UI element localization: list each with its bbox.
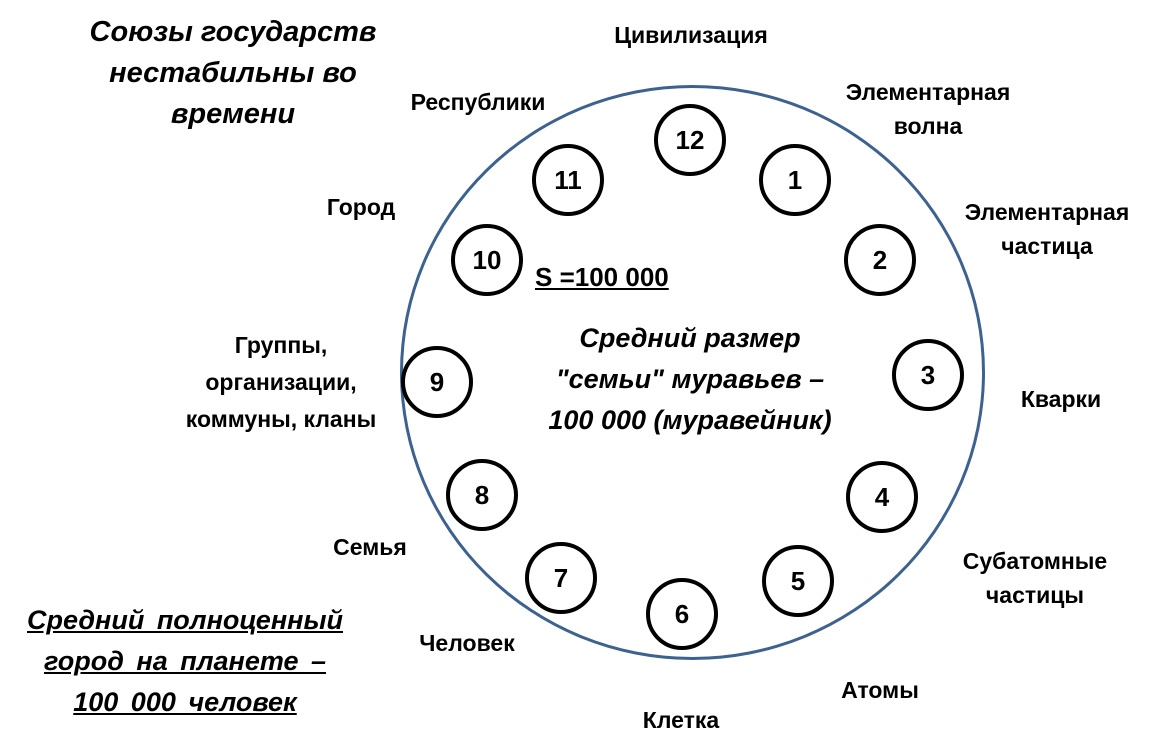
node-label-line: Клетка xyxy=(642,707,720,733)
note-line: нестабильны во xyxy=(109,57,357,89)
node-circle-12 xyxy=(654,104,726,176)
node-label-line: частицы xyxy=(985,582,1085,608)
note-line: Союзы государств xyxy=(89,16,377,48)
node-number: 11 xyxy=(554,164,582,195)
node-circle-9 xyxy=(401,346,473,418)
node-label-2 xyxy=(965,195,1130,263)
node-label-6 xyxy=(643,703,719,737)
note-line: времени xyxy=(170,98,296,130)
node-label-line: коммуны, кланы xyxy=(185,406,377,432)
node-label-line: Группы, xyxy=(234,332,328,358)
node-circle-3 xyxy=(892,339,964,411)
node-number: 10 xyxy=(472,244,502,275)
node-number: 2 xyxy=(872,244,888,275)
node-label-line: Город xyxy=(326,194,396,220)
node-circle-1 xyxy=(759,144,831,216)
node-label-line: Элементарная xyxy=(845,79,1011,105)
node-label-line: Элементарная xyxy=(964,199,1130,225)
node-circle-7 xyxy=(525,542,597,614)
node-label-5 xyxy=(841,673,919,707)
node-circle-2 xyxy=(844,224,916,296)
node-number: 8 xyxy=(474,479,490,510)
node-label-line: Атомы xyxy=(841,677,919,703)
node-label-9 xyxy=(186,327,377,438)
node-circle-6 xyxy=(646,578,718,650)
node-label-line: Человек xyxy=(419,630,515,656)
node-label-11 xyxy=(411,85,546,119)
node-label-line: организации, xyxy=(205,369,357,395)
node-label-4 xyxy=(963,544,1107,612)
node-circle-11 xyxy=(532,144,604,216)
node-number: 1 xyxy=(787,164,803,195)
node-label-line: Семья xyxy=(333,534,407,560)
node-circle-5 xyxy=(762,545,834,617)
node-label-7 xyxy=(419,626,514,660)
node-number: 12 xyxy=(675,124,705,155)
node-label-10 xyxy=(327,190,395,224)
note-line: город на планете – xyxy=(43,646,327,676)
node-number: 9 xyxy=(429,366,445,397)
node-circle-4 xyxy=(846,461,918,533)
node-label-line: Кварки xyxy=(1020,386,1102,412)
node-label-8 xyxy=(333,530,407,564)
node-label-line: Субатомные xyxy=(962,548,1108,574)
node-circle-10 xyxy=(451,224,523,296)
node-label-line: волна xyxy=(893,113,963,139)
node-label-line: Цивилизация xyxy=(614,22,768,48)
top-left-note xyxy=(90,12,377,135)
center-caption-line: "семьи" муравьев – xyxy=(555,364,825,394)
node-label-line: частица xyxy=(1001,233,1093,259)
node-circle-8 xyxy=(446,459,518,531)
center-caption-line: Средний размер xyxy=(579,323,801,353)
node-number: 6 xyxy=(674,598,690,629)
node-number: 4 xyxy=(874,481,890,512)
node-label-line: Республики xyxy=(410,89,546,115)
center-caption xyxy=(548,318,831,441)
note-line: 100 000 человек xyxy=(73,687,297,717)
node-label-1 xyxy=(846,75,1011,143)
family-size-label: S =100 000 xyxy=(535,262,669,292)
center-caption-line: 100 000 (муравейник) xyxy=(548,405,832,435)
node-number: 3 xyxy=(920,359,936,390)
node-number: 5 xyxy=(790,565,806,596)
node-number: 7 xyxy=(553,562,569,593)
node-label-12 xyxy=(614,18,768,52)
note-line: Средний полноценный xyxy=(26,605,344,635)
node-label-3 xyxy=(1021,382,1101,416)
bottom-left-note xyxy=(27,600,343,723)
